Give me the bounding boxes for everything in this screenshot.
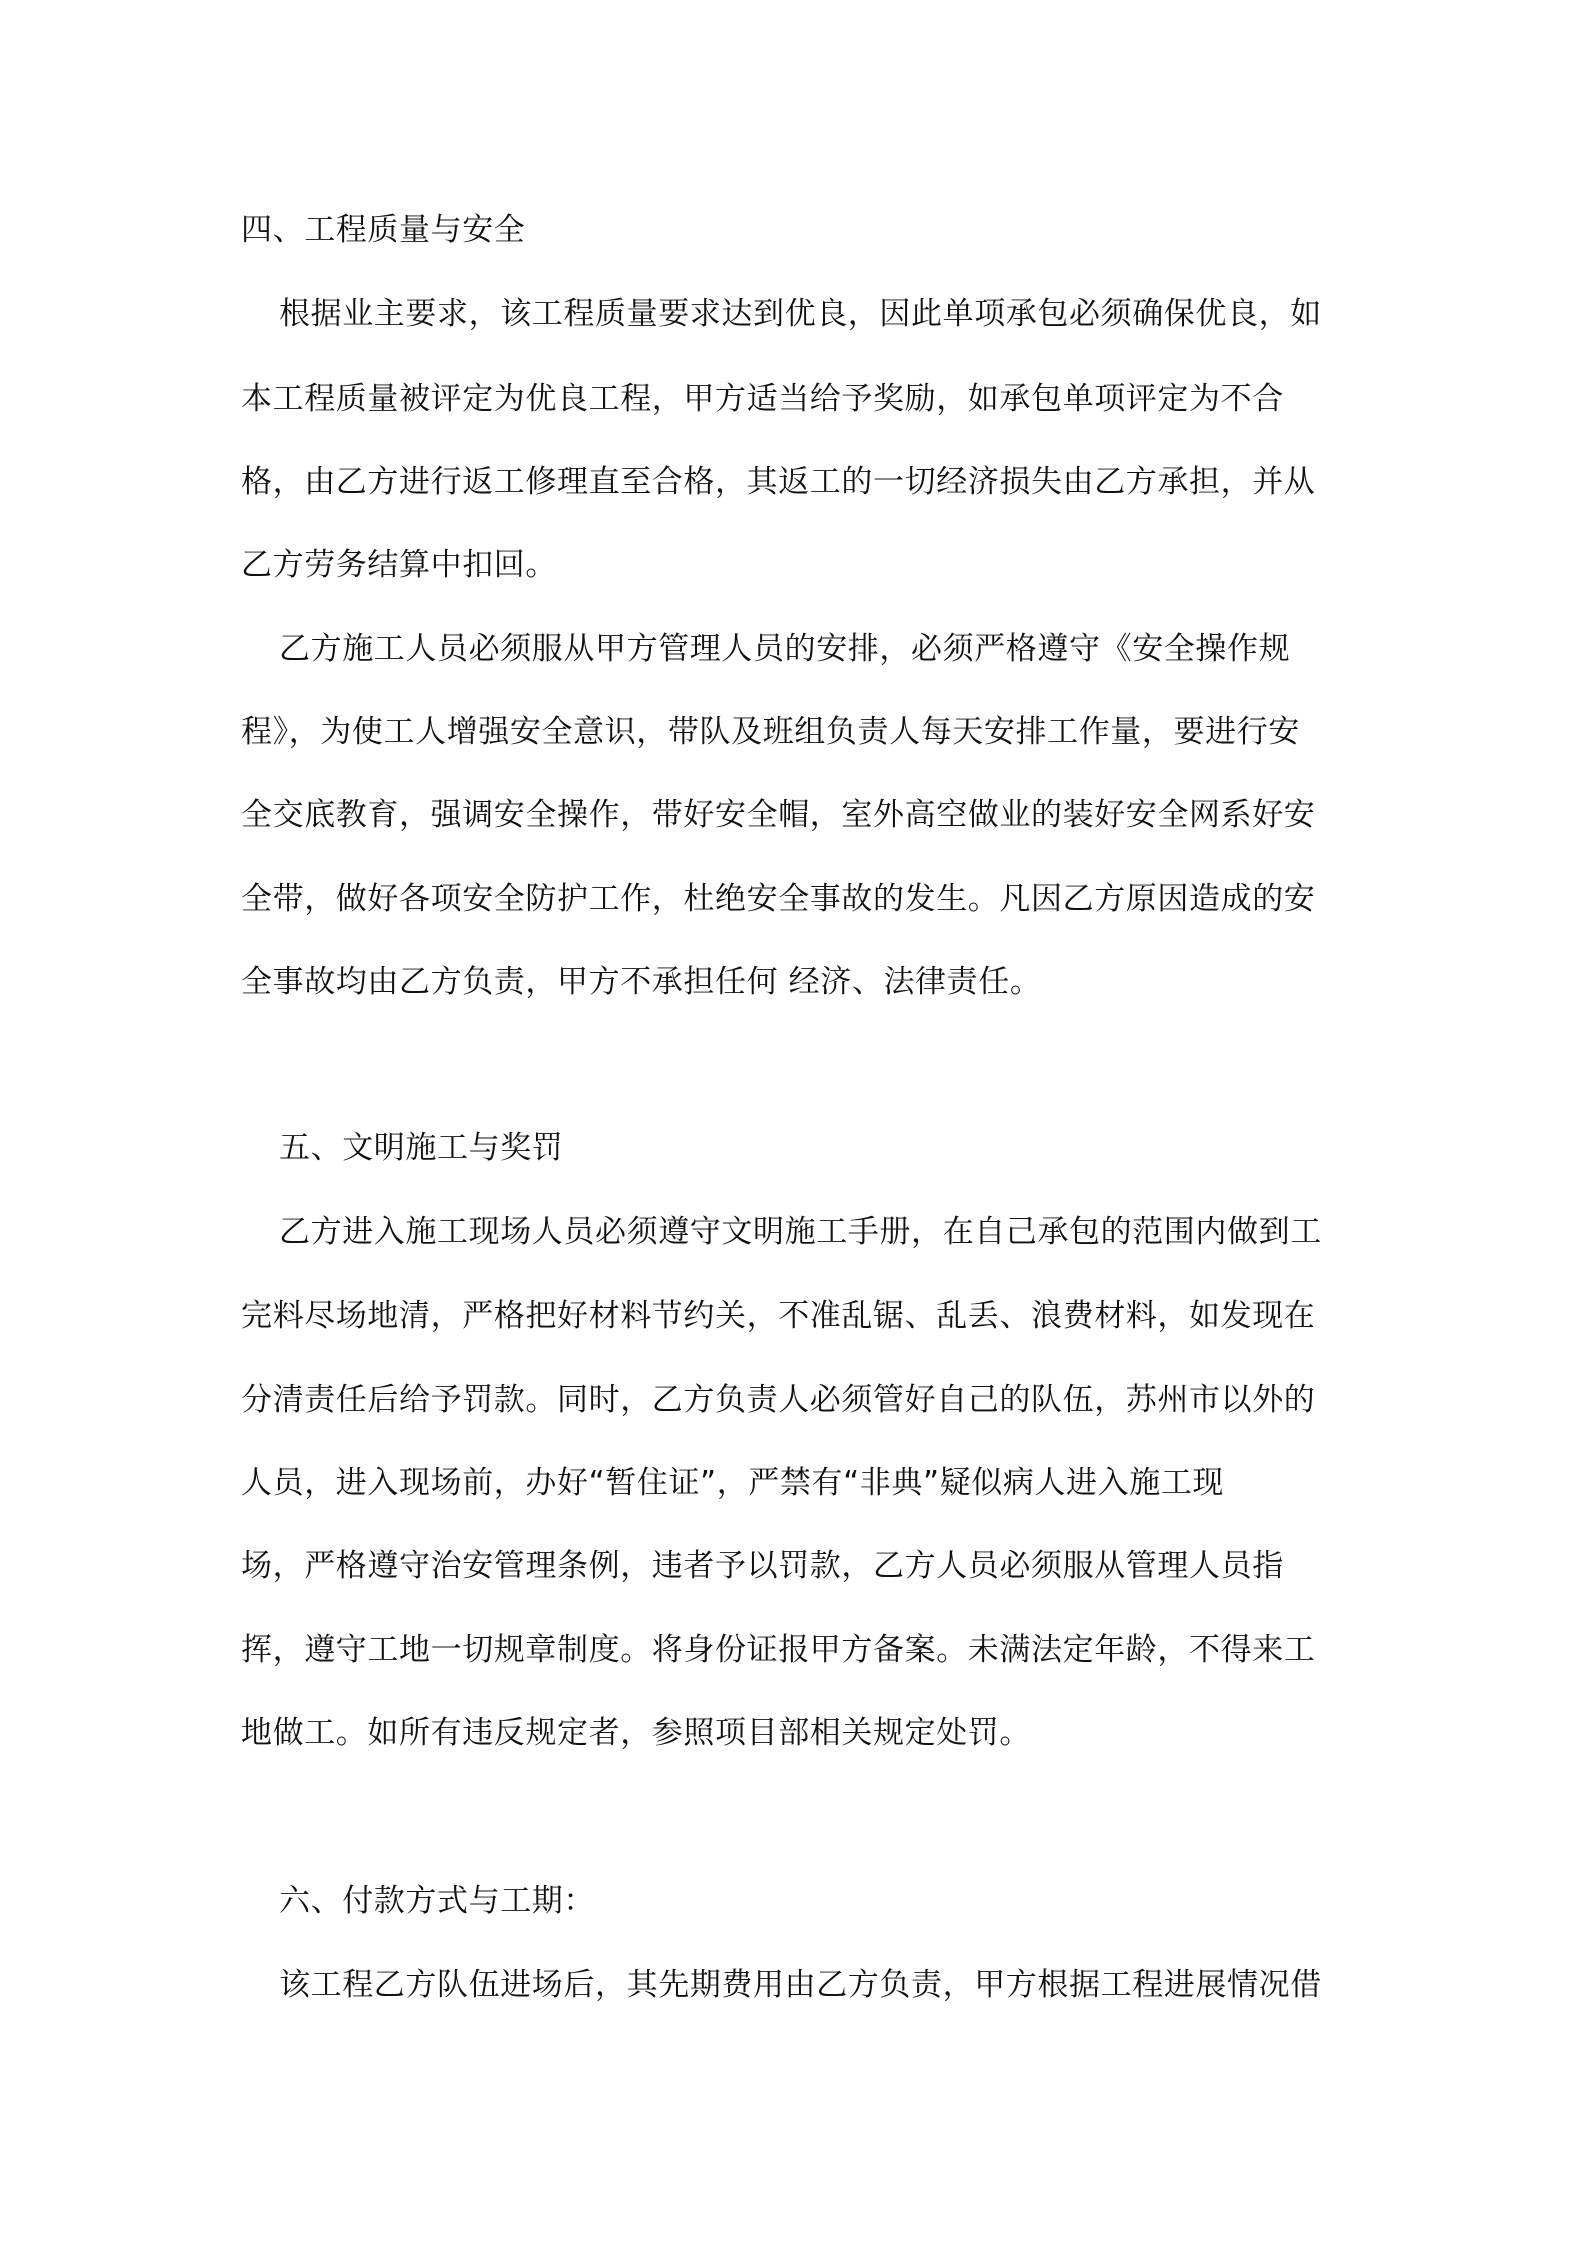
section-4-para-1-line-2: 本工程质量被评定为优良工程，甲方适当给予奖励，如承包单项评定为不合 <box>241 381 1284 417</box>
section-5-para-1-line-4: 人员，进入现场前，办好“暂住证”，严禁有“非典”疑似病人进入施工现 <box>241 1465 1225 1501</box>
section-6-para-1-line-1: 该工程乙方队伍进场后，其先期费用由乙方负责，甲方根据工程进展情况借 <box>279 1967 1322 2003</box>
section-5-para-1-line-3: 分清责任后给予罚款。同时，乙方负责人必须管好自己的队伍，苏州市以外的 <box>241 1382 1316 1418</box>
section-4-para-1-line-4: 乙方劳务结算中扣回。 <box>241 547 557 583</box>
section-4-para-1-line-1: 根据业主要求，该工程质量要求达到优良，因此单项承包必须确保优良，如 <box>279 296 1322 332</box>
section-4-heading: 四、工程质量与安全 <box>241 212 526 248</box>
section-4-para-1-line-3: 格，由乙方进行返工修理直至合格，其返工的一切经济损失由乙方承担，并从 <box>241 464 1316 500</box>
section-5-para-1-line-6: 挥，遵守工地一切规章制度。将身份证报甲方备案。未满法定年龄，不得来工 <box>241 1632 1316 1668</box>
section-5-para-1-line-5: 场，严格遵守治安管理条例，违者予以罚款，乙方人员必须服从管理人员指 <box>241 1548 1284 1584</box>
section-4-para-2-line-1: 乙方施工人员必须服从甲方管理人员的安排，必须严格遵守《安全操作规 <box>279 631 1291 667</box>
section-5-para-1-line-2: 完料尽场地清，严格把好材料节约关，不准乱锯、乱丢、浪费材料，如发现在 <box>241 1298 1316 1334</box>
section-5-heading: 五、文明施工与奖罚 <box>279 1130 564 1166</box>
section-4-para-2-line-4: 全带，做好各项安全防护工作，杜绝安全事故的发生。凡因乙方原因造成的安 <box>241 881 1316 917</box>
section-4-para-2-line-3: 全交底教育，强调安全操作，带好安全帽，室外高空做业的装好安全网系好安 <box>241 797 1316 833</box>
section-4-para-2-line-5: 全事故均由乙方负责，甲方不承担任何 经济、法律责任。 <box>241 964 1042 1000</box>
section-4-para-2-line-2: 程》，为使工人增强安全意识，带队及班组负责人每天安排工作量，要进行安 <box>241 714 1300 750</box>
section-5-para-1-line-7: 地做工。如所有违反规定者，参照项目部相关规定处罚。 <box>241 1715 1031 1751</box>
section-6-heading: 六、付款方式与工期： <box>279 1883 595 1919</box>
section-5-para-1-line-1: 乙方进入施工现场人员必须遵守文明施工手册，在自己承包的范围内做到工 <box>279 1214 1322 1250</box>
